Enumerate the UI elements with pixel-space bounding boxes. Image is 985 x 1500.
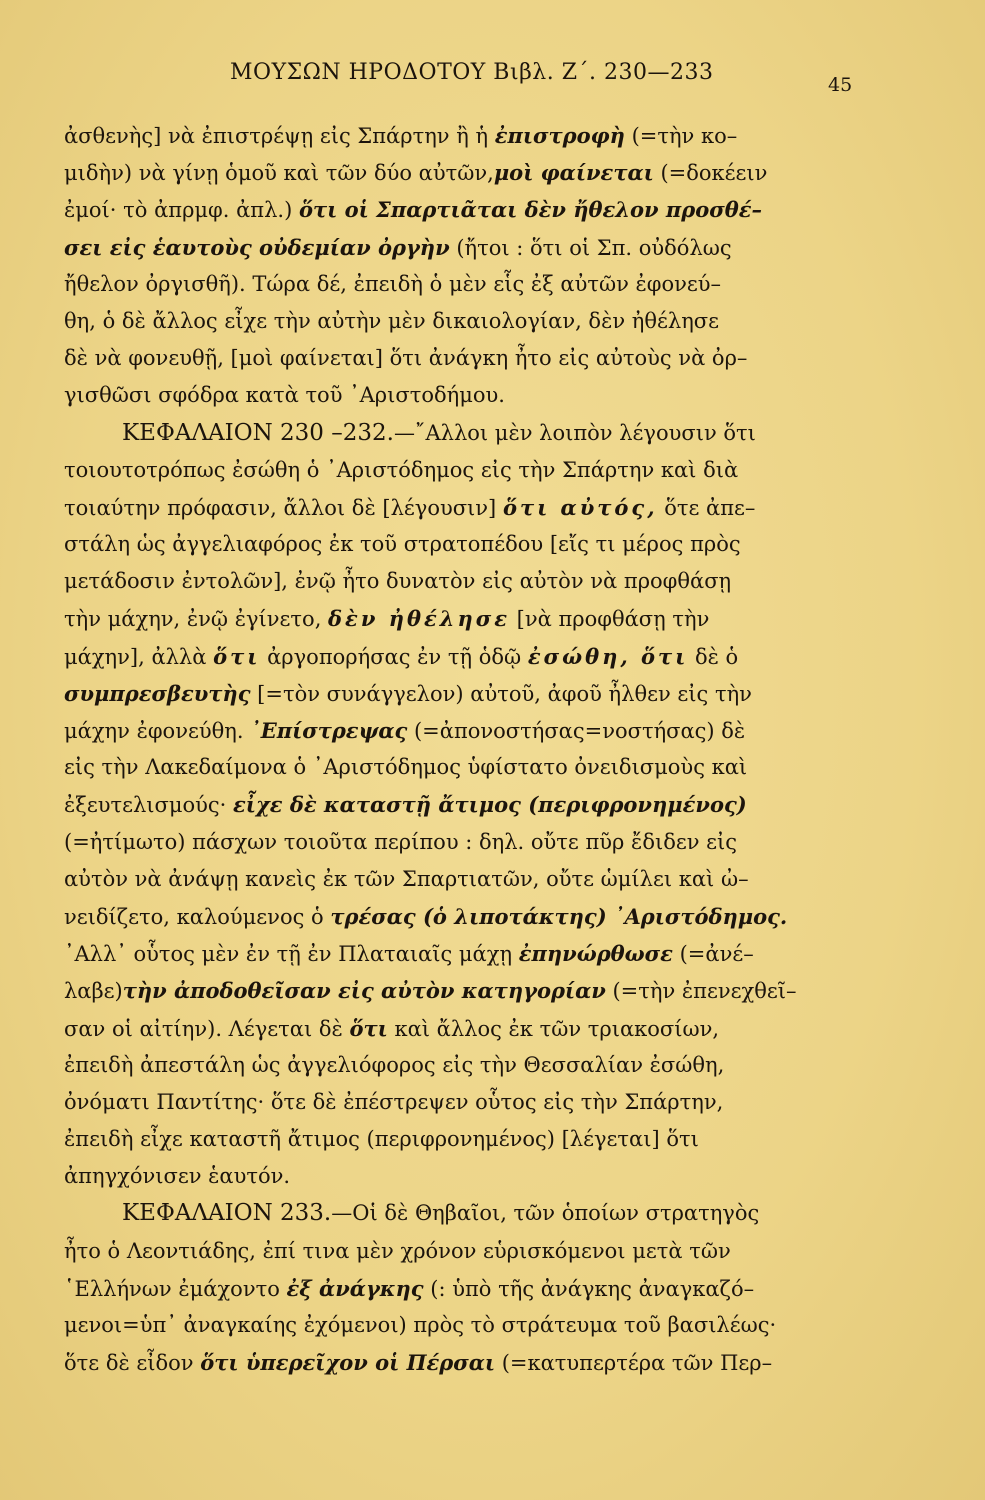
text-segment: ὅτε ἀπε– bbox=[657, 495, 756, 520]
text-line bbox=[64, 303, 854, 340]
text-line bbox=[64, 340, 854, 377]
text-segment: αὐτὸν νὰ ἀνάψῃ κανεὶς ἐκ τῶν Σπαρτιατῶν, οὔτε ὡμίλει καὶ ὠ– bbox=[64, 866, 749, 891]
text-segment: (ἤτοι : ὅτι οἱ Σπ. οὐδόλως bbox=[449, 235, 732, 260]
text-line bbox=[64, 452, 854, 489]
text-line bbox=[64, 229, 854, 266]
text-line bbox=[64, 1047, 854, 1084]
spaced-phrase: ὅτι bbox=[213, 643, 261, 669]
text-line bbox=[64, 191, 854, 228]
text-segment: ἐμοί· τὸ ἀπρμφ. ἀπλ.) bbox=[64, 198, 299, 223]
emphasized-phrase: τὴν ἀποδοθεῖσαν εἰς αὐτὸν κατηγορίαν bbox=[122, 978, 606, 1004]
chapter-heading-line bbox=[64, 1195, 854, 1232]
text-line bbox=[64, 526, 854, 563]
text-segment: ὀνόματι Παντίτης· ὅτε δὲ ἐπέστρεψεν οὗτος εἰς τὴν Σπάρτην, bbox=[64, 1089, 724, 1114]
text-segment: (=ἀνέ– bbox=[672, 942, 754, 967]
emphasized-phrase: σει εἰς ἑαυτοὺς οὐδεμίαν ὀργὴν bbox=[64, 234, 450, 260]
text-line bbox=[64, 749, 854, 786]
text-line bbox=[64, 1307, 854, 1344]
running-head: ΜΟΥΣΩΝ ΗΡΟΔΟΤΟΥ Βιβλ. Ζ΄. 230—233 bbox=[230, 60, 714, 85]
text-segment: καὶ ἄλλος ἐκ τῶν τριακοσίων, bbox=[387, 1016, 720, 1041]
text-segment: ἐπειδὴ ἀπεστάλη ὡς ἀγγελιόφορος εἰς τὴν Θεσσαλίαν ἐσώθη, bbox=[64, 1052, 725, 1077]
text-line bbox=[64, 1158, 854, 1195]
text-line bbox=[64, 712, 854, 749]
text-segment: (: ὑπὸ τῆς ἀνάγκης ἀναγκαζό– bbox=[423, 1276, 755, 1301]
text-segment: ἦτο ὁ Λεοντιάδης, ἐπί τινα μὲν χρόνον εὑρισκόμενοι μετὰ τῶν bbox=[64, 1238, 731, 1263]
text-line bbox=[64, 154, 854, 191]
emphasized-phrase: τρέσας (ὁ λιποτάκτης) ᾿Αριστόδημος. bbox=[330, 903, 788, 929]
text-segment: λαβε) bbox=[64, 979, 123, 1004]
text-segment: (=κατυπερτέρα τῶν Περ– bbox=[495, 1351, 773, 1376]
text-segment: ἀπηγχόνισεν ἑαυτόν. bbox=[64, 1164, 291, 1189]
text-line bbox=[64, 1010, 854, 1047]
text-segment: —῎Αλλοι μὲν λοιπὸν λέγουσιν ὅτι bbox=[393, 420, 756, 445]
text-segment: εἰς τὴν Λακεδαίμονα ὁ ᾿Αριστόδημος ὑφίστατο ὀνειδισμοὺς καὶ bbox=[64, 755, 748, 780]
text-line bbox=[64, 824, 854, 861]
text-line bbox=[64, 675, 854, 712]
emphasized-phrase: ὅτι bbox=[349, 1015, 388, 1041]
text-segment: μετάδοσιν ἐντολῶν], ἐνῷ ἦτο δυνατὸν εἰς αὐτὸν νὰ προφθάσῃ bbox=[64, 569, 732, 594]
text-segment: στάλη ὡς ἀγγελιαφόρος ἐκ τοῦ στρατοπέδου [εἴς τι μέρος πρὸς bbox=[64, 532, 741, 557]
text-segment: ὅτε δὲ εἶδον bbox=[64, 1351, 201, 1376]
text-segment: τὴν μάχην, ἐνῷ ἐγίνετο, bbox=[64, 607, 329, 632]
text-line bbox=[64, 266, 854, 303]
emphasized-phrase: ἐπιστροφὴ bbox=[494, 123, 625, 148]
text-segment: [=τὸν συνάγγελον) αὐτοῦ, ἀφοῦ ἦλθεν εἰς τὴν bbox=[250, 681, 752, 706]
emphasized-phrase: ἐπηνώρθωσε bbox=[518, 941, 673, 967]
text-segment: γισθῶσι σφόδρα κατὰ τοῦ ᾿Αριστοδήμου. bbox=[64, 383, 505, 408]
text-segment: ἐπειδὴ εἶχε καταστῆ ἄτιμος (περιφρονημένος) [λέγεται] ὅτι bbox=[64, 1127, 699, 1152]
text-line bbox=[64, 1344, 854, 1381]
text-segment: ἀσθενὴς] νὰ ἐπιστρέψῃ εἰς Σπάρτην ἢ ἡ bbox=[64, 124, 495, 148]
spaced-phrase: ὅτι αὐτός, bbox=[502, 494, 658, 520]
text-segment: ῾Ελλήνων ἐμάχοντο bbox=[64, 1276, 287, 1301]
text-segment: (=τὴν ἐπενεχθεῖ– bbox=[605, 979, 797, 1004]
text-line bbox=[64, 935, 854, 972]
text-line bbox=[64, 117, 854, 154]
text-segment: μάχην ἐφονεύθη. bbox=[64, 719, 251, 743]
text-line bbox=[64, 786, 854, 823]
text-segment: τοιαύτην πρόφασιν, ἄλλοι δὲ [λέγουσιν] bbox=[64, 495, 503, 520]
text-segment: νειδίζετο, καλούμενος ὁ bbox=[64, 904, 331, 929]
text-segment: θη, ὁ δὲ ἄλλος εἶχε τὴν αὐτὴν μὲν δικαιολογίαν, δὲν ἠθέλησε bbox=[64, 308, 719, 333]
text-line bbox=[64, 563, 854, 600]
spaced-phrase: δὲν ἠθέλησε bbox=[328, 606, 510, 632]
text-line bbox=[64, 1121, 854, 1158]
text-line bbox=[64, 972, 854, 1009]
text-line bbox=[64, 898, 854, 935]
emphasized-phrase: συμπρεσβευτὴς bbox=[64, 680, 251, 706]
text-line bbox=[64, 377, 854, 414]
text-line bbox=[64, 638, 854, 675]
text-segment: ᾿Αλλ᾿ οὗτος μὲν ἐν τῇ ἐν Πλαταιαῖς μάχῃ bbox=[64, 942, 519, 967]
spaced-phrase: ἐσώθη, ὅτι bbox=[527, 643, 689, 669]
text-segment: μιδὴν) νὰ γίνῃ ὁμοῦ καὶ τῶν δύο αὐτῶν, bbox=[64, 161, 494, 186]
emphasized-phrase: ᾿Επίστρεψας bbox=[250, 718, 408, 743]
emphasized-phrase: μοὶ φαίνεται bbox=[493, 160, 654, 186]
text-segment: δὲ νὰ φονευθῇ, [μοὶ φαίνεται] ὅτι ἀνάγκη ἦτο εἰς αὐτοὺς νὰ ὀρ– bbox=[64, 346, 748, 371]
chapter-heading-line bbox=[64, 415, 854, 452]
chapter-label: ΚΕΦΑΛΑΙΟΝ 233. bbox=[122, 1200, 332, 1227]
text-segment: μάχην], ἀλλὰ bbox=[64, 644, 214, 669]
text-segment: (=δοκέειν bbox=[653, 161, 768, 186]
text-segment: ἤθελον ὀργισθῆ). Τώρα δέ, ἐπειδὴ ὁ μὲν εἷς ἐξ αὐτῶν ἐφονεύ– bbox=[64, 271, 722, 296]
emphasized-phrase: ὅτι ὑπερεῖχον οἱ Πέρσαι bbox=[200, 1350, 496, 1376]
text-segment: (=τὴν κο– bbox=[624, 124, 738, 148]
text-segment: ἀργοπορήσας ἐν τῇ ὁδῷ bbox=[260, 644, 528, 669]
emphasized-phrase: εἶχε δὲ καταστῇ ἄτιμος (περιφρονημένος) bbox=[233, 792, 747, 818]
emphasized-phrase: ἐξ ἀνάγκης bbox=[286, 1275, 424, 1301]
text-segment: —Οἱ δὲ Θηβαῖοι, τῶν ὁποίων στρατηγὸς bbox=[331, 1201, 760, 1226]
text-line bbox=[64, 600, 854, 637]
text-segment: (=ἀπονοστήσας=νοστήσας) δὲ bbox=[407, 719, 746, 743]
text-line bbox=[64, 1233, 854, 1270]
text-line bbox=[64, 861, 854, 898]
chapter-label: ΚΕΦΑΛΑΙΟΝ 230 –232. bbox=[122, 419, 394, 446]
page-number: 45 bbox=[828, 74, 853, 96]
text-line bbox=[64, 489, 854, 526]
text-segment: [νὰ προφθάσῃ τὴν bbox=[510, 607, 710, 632]
text-line bbox=[64, 1084, 854, 1121]
text-line bbox=[64, 1270, 854, 1307]
text-segment: (=ἠτίμωτο) πάσχων τοιοῦτα περίπου : δηλ. οὔτε πῦρ ἔδιδεν εἰς bbox=[64, 829, 738, 854]
text-segment: τοιουτοτρόπως ἐσώθη ὁ ᾿Αριστόδημος εἰς τὴν Σπάρτην καὶ διὰ bbox=[64, 457, 739, 482]
text-segment: δὲ ὁ bbox=[688, 644, 739, 669]
text-segment: ἐξευτελισμούς· bbox=[64, 793, 234, 818]
text-body bbox=[64, 117, 854, 1381]
text-segment: μενοι=ὑπ᾿ ἀναγκαίης ἐχόμενοι) πρὸς τὸ στράτευμα τοῦ βασιλέως· bbox=[64, 1313, 777, 1337]
text-segment: σαν οἱ αἰτίην). Λέγεται δὲ bbox=[64, 1016, 350, 1041]
emphasized-phrase: ὅτι οἱ Σπαρτιᾶται δὲν ἤθελον προσθέ– bbox=[298, 197, 763, 223]
